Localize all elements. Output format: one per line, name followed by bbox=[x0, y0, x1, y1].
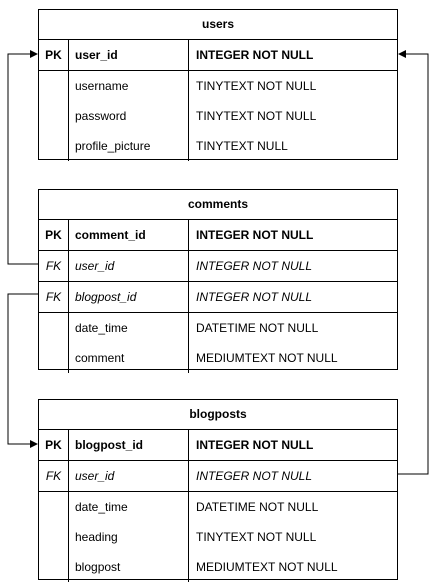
field-name-user-id[interactable]: user_id bbox=[75, 48, 118, 62]
pk-label: PK bbox=[45, 48, 62, 62]
table-users[interactable] bbox=[38, 9, 398, 160]
field-name-password[interactable]: password bbox=[75, 109, 127, 123]
field-name-comment[interactable]: comment bbox=[75, 351, 125, 365]
field-type-date-time: DATETIME NOT NULL bbox=[196, 500, 319, 514]
table-users-title: users bbox=[39, 10, 397, 40]
field-type-fk-user-id: INTEGER NOT NULL bbox=[196, 259, 313, 273]
field-name-comment-id[interactable]: comment_id bbox=[75, 228, 146, 242]
field-type-blogpost-id: INTEGER NOT NULL bbox=[196, 438, 314, 452]
fk-label: FK bbox=[45, 469, 62, 483]
field-name-date-time[interactable]: date_time bbox=[75, 321, 128, 335]
field-name-fk-user-id[interactable]: user_id bbox=[75, 469, 115, 483]
field-type-blogpost: MEDIUMTEXT NOT NULL bbox=[196, 560, 338, 574]
table-comments-fk-blogpost-section bbox=[39, 282, 397, 313]
field-name-fk-user-id[interactable]: user_id bbox=[75, 259, 115, 273]
table-comments-pk-section bbox=[39, 220, 397, 251]
field-name-heading[interactable]: heading bbox=[75, 530, 118, 544]
field-name-date-time[interactable]: date_time bbox=[75, 500, 128, 514]
fk-label: FK bbox=[45, 259, 62, 273]
field-name-blogpost-id[interactable]: blogpost_id bbox=[75, 438, 143, 452]
field-name-username[interactable]: username bbox=[75, 79, 129, 93]
field-type-date-time: DATETIME NOT NULL bbox=[196, 321, 319, 335]
connector-comments-blogpost-to-blogposts bbox=[8, 294, 38, 444]
field-type-fk-user-id: INTEGER NOT NULL bbox=[196, 469, 313, 483]
table-blogposts-fk-user-section bbox=[39, 461, 397, 492]
table-comments-fields-section bbox=[39, 313, 397, 373]
field-type-password: TINYTEXT NOT NULL bbox=[196, 109, 317, 123]
field-type-user-id: INTEGER NOT NULL bbox=[196, 48, 314, 62]
field-type-profile-picture: TINYTEXT NULL bbox=[196, 139, 288, 153]
table-comments-title: comments bbox=[39, 190, 397, 220]
field-type-fk-blogpost-id: INTEGER NOT NULL bbox=[196, 290, 313, 304]
table-comments-fk-user-section bbox=[39, 251, 397, 282]
field-name-profile-picture[interactable]: profile_picture bbox=[75, 139, 151, 153]
field-name-fk-blogpost-id[interactable]: blogpost_id bbox=[75, 290, 137, 304]
field-name-blogpost[interactable]: blogpost bbox=[75, 560, 121, 574]
table-blogposts[interactable] bbox=[38, 399, 398, 580]
pk-label: PK bbox=[45, 438, 62, 452]
table-blogposts-fields-section bbox=[39, 492, 397, 582]
fk-label: FK bbox=[45, 290, 62, 304]
field-type-comment-id: INTEGER NOT NULL bbox=[196, 228, 314, 242]
table-comments[interactable] bbox=[38, 189, 398, 370]
field-type-username: TINYTEXT NOT NULL bbox=[196, 79, 317, 93]
table-users-pk-section bbox=[39, 40, 397, 71]
pk-label: PK bbox=[45, 228, 62, 242]
table-blogposts-title: blogposts bbox=[39, 400, 397, 430]
table-blogposts-pk-section bbox=[39, 430, 397, 461]
field-type-comment: MEDIUMTEXT NOT NULL bbox=[196, 351, 338, 365]
table-users-fields-section bbox=[39, 71, 397, 161]
field-type-heading: TINYTEXT NOT NULL bbox=[196, 530, 317, 544]
connector-blogposts-user-to-users bbox=[398, 54, 428, 474]
connector-comments-user-to-users bbox=[8, 54, 38, 264]
